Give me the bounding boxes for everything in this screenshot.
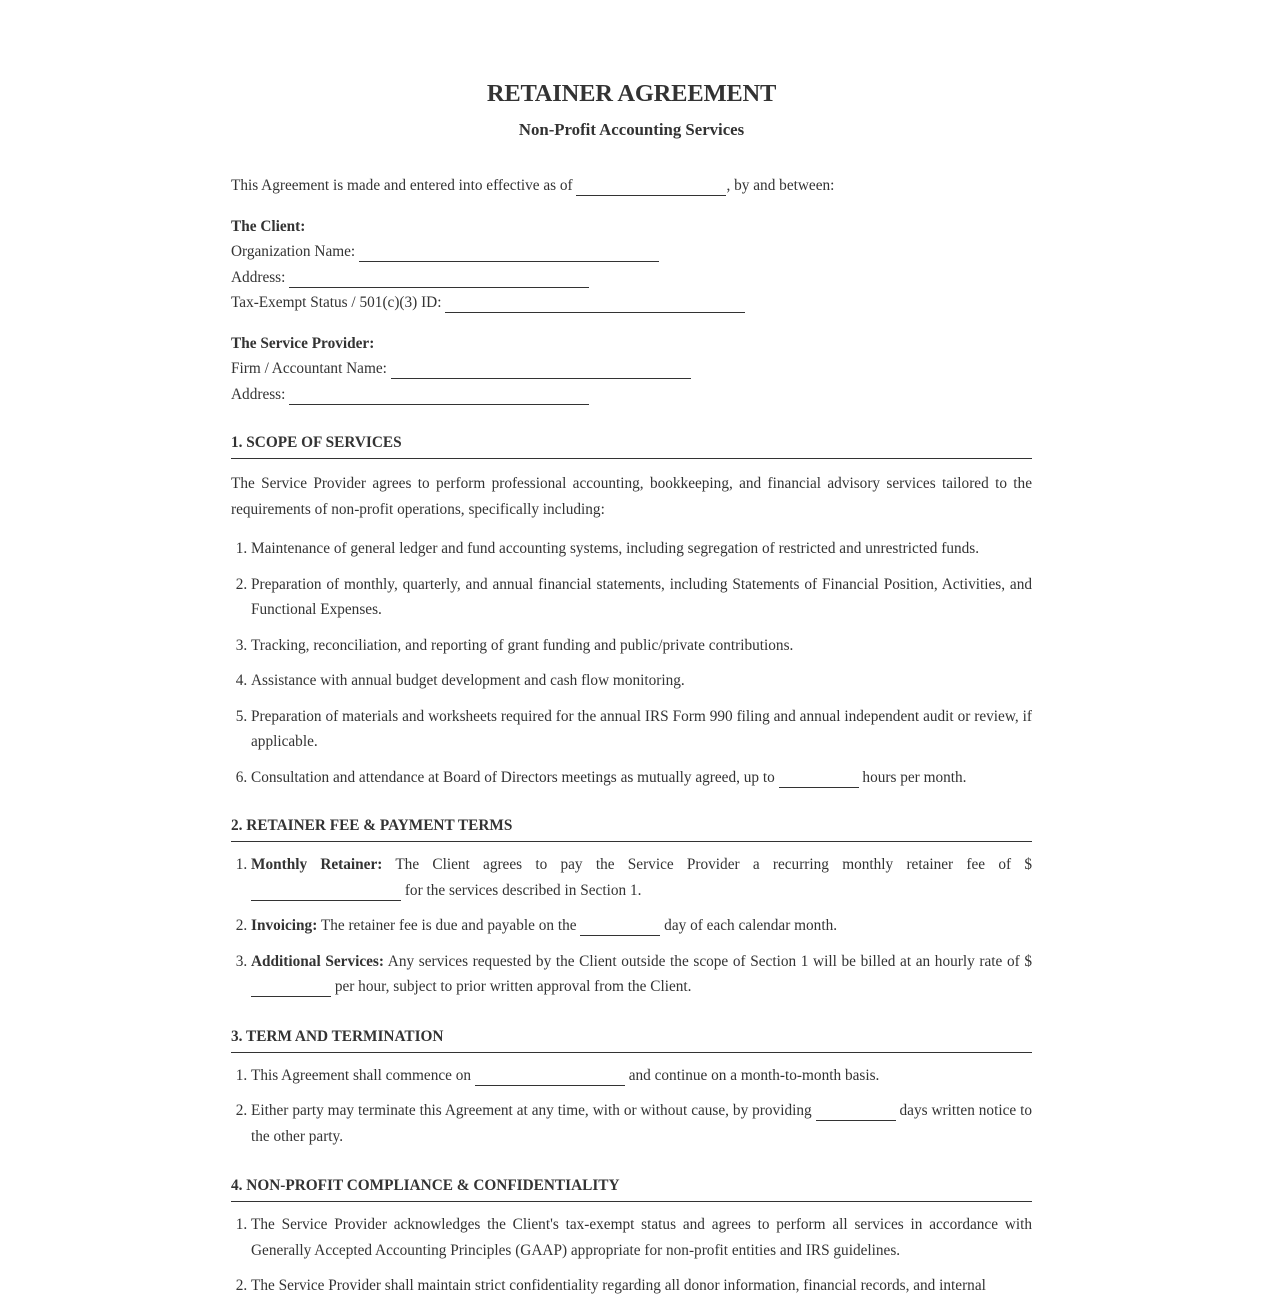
item-text: This Agreement shall commence on (251, 1066, 475, 1084)
item-text: hours per month. (858, 768, 967, 786)
tax-exempt-id-field[interactable] (445, 293, 745, 313)
document-subtitle: Non-Profit Accounting Services (518, 120, 745, 139)
section-scope (231, 433, 1032, 790)
document-title: RETAINER AGREEMENT (486, 80, 777, 107)
intro-text: This Agreement is made and entered into effective as of (231, 177, 577, 194)
client-address-row (231, 265, 1032, 291)
scope-list (231, 536, 1032, 790)
hourly-rate-field[interactable] (251, 977, 331, 997)
board-hours-field[interactable] (779, 768, 859, 788)
organization-name-row (231, 239, 1032, 265)
section-heading-compliance: 4. NON-PROFIT COMPLIANCE & CONFIDENTIALITY (231, 1176, 1032, 1202)
due-day-field[interactable] (580, 916, 660, 936)
provider-address-row (231, 382, 1032, 408)
notice-days-field[interactable] (816, 1101, 896, 1121)
retainer-fee-field[interactable] (251, 881, 401, 901)
organization-name-label: Organization Name: (231, 243, 356, 260)
tax-exempt-id-row (231, 290, 1032, 316)
intro-text-end: , by and between: (726, 177, 835, 194)
section-heading-scope: 1. SCOPE OF SERVICES (231, 433, 1032, 459)
agreement-document (231, 78, 1032, 1309)
provider-address-field[interactable] (289, 385, 589, 405)
list-item (251, 913, 1032, 939)
section-heading-term: 3. TERM AND TERMINATION (231, 1027, 1032, 1053)
list-item: 2. Preparation of monthly, quarterly, and annual financial statements, including Statements of Financial Position, Activities, and Functional Expenses. (251, 572, 1032, 623)
client-address-label: Address: (231, 268, 286, 286)
provider-block (231, 331, 1032, 408)
list-item: 4. Assistance with annual budget development and cash flow monitoring. (251, 668, 1032, 694)
fee-list (231, 852, 1032, 1000)
list-item: 3. Tracking, reconciliation, and reporting of grant funding and public/private contributions. (251, 633, 1032, 659)
list-item (251, 1098, 1032, 1149)
client-block (231, 214, 1032, 316)
compliance-list (231, 1212, 1032, 1299)
item-text: days written notice to the other party. (251, 1102, 1032, 1145)
item-text: for the services described in Section 1. (401, 881, 642, 899)
section-term (231, 1027, 1032, 1150)
list-item (251, 852, 1032, 903)
client-address-field[interactable] (289, 268, 589, 288)
provider-heading: The Service Provider: (231, 334, 375, 352)
item-text: The Client agrees to pay the Service Provider a recurring monthly retainer fee of $ (382, 856, 1032, 873)
intro-paragraph (231, 173, 1032, 199)
list-item (251, 765, 1032, 791)
effective-date-field[interactable] (576, 176, 726, 196)
organization-name-field[interactable] (359, 242, 659, 262)
item-text: Either party may terminate this Agreement at any time, with or without cause, by providing (251, 1102, 816, 1119)
item-text: day of each calendar month. (660, 917, 838, 934)
section-retainer-fee (231, 816, 1032, 1000)
item-text: and continue on a month-to-month basis. (624, 1066, 880, 1084)
firm-name-field[interactable] (391, 359, 691, 379)
item-text: per hour, subject to prior written approval from the Client. (331, 978, 692, 995)
item-lead: Monthly Retainer: (251, 856, 383, 873)
list-item: 2. The Service Provider shall maintain strict confidentiality regarding all donor information, financial records, and internal (251, 1273, 1032, 1299)
item-text: The retainer fee is due and payable on the (317, 917, 581, 934)
provider-address-label: Address: (231, 385, 286, 403)
section-heading-fee: 2. RETAINER FEE & PAYMENT TERMS (231, 816, 1032, 842)
item-lead: Invoicing: (251, 917, 318, 934)
firm-name-label: Firm / Accountant Name: (231, 360, 387, 377)
list-item (251, 949, 1032, 1000)
term-list (231, 1063, 1032, 1150)
list-item: 5. Preparation of materials and worksheets required for the annual IRS Form 990 filing and annual independent audit or review, if applicable. (251, 704, 1032, 755)
item-text: Any services requested by the Client outside the scope of Section 1 will be billed at an hourly rate of $ (383, 952, 1032, 970)
list-item: 1. Maintenance of general ledger and fund accounting systems, including segregation of restricted and unrestricted funds. (251, 536, 1032, 562)
section-compliance (231, 1176, 1032, 1299)
list-item (251, 1063, 1032, 1089)
tax-exempt-id-label: Tax-Exempt Status / 501(c)(3) ID: (231, 294, 442, 311)
client-heading: The Client: (231, 217, 306, 235)
list-item: 1. The Service Provider acknowledges the Client's tax-exempt status and agrees to perform all services in accordance with Generally Accepted Accounting Principles (GAAP) appropriate for non-profit entities and IRS guidelines. (251, 1212, 1032, 1263)
scope-intro: The Service Provider agrees to perform professional accounting, bookkeeping, and financial advisory services tailored to the requirements of non-profit operations, specifically including: (231, 475, 1032, 518)
commence-date-field[interactable] (475, 1066, 625, 1086)
item-text: Consultation and attendance at Board of Directors meetings as mutually agreed, up to (251, 768, 779, 786)
item-lead: Additional Services: (251, 952, 384, 970)
firm-name-row (231, 356, 1032, 382)
